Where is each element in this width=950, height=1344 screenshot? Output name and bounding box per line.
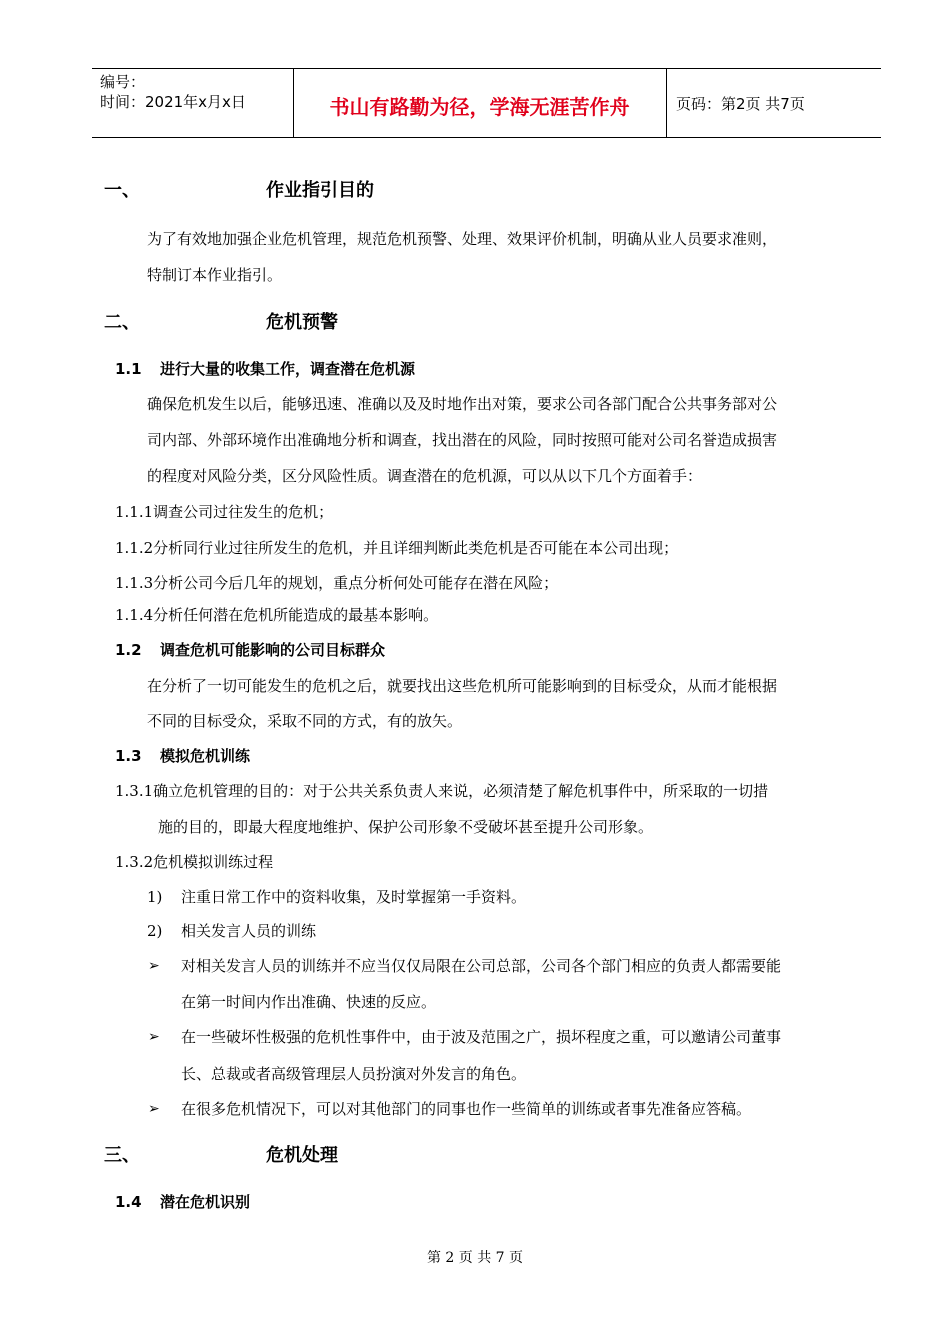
step-text: 注重日常工作中的资料收集，及时掌握第一手资料。 <box>181 888 527 906</box>
header-divider <box>666 69 667 137</box>
header-page-number: 页码：第2页 共7页 <box>676 95 805 113</box>
step-text: 相关发言人员的训练 <box>181 922 317 940</box>
section-title: 危机处理 <box>266 1145 338 1166</box>
subsection-number: 1.4 <box>115 1193 142 1211</box>
paragraph-line: 为了有效地加强企业危机管理，规范危机预警、处理、效果评价机制，明确从业人员要求准则， <box>147 230 778 248</box>
bullet-text: 对相关发言人员的训练并不应当仅仅局限在公司总部，公司各个部门相应的负责人都需要能 <box>181 957 782 975</box>
document-time-label: 时间：2021年x月x日 <box>100 93 246 111</box>
subsection-number: 1.2 <box>115 641 142 659</box>
paragraph-line: 确保危机发生以后，能够迅速、准确以及及时地作出对策，要求公司各部门配合公共事务部对公 <box>147 395 778 413</box>
step-number: 1) <box>147 888 163 906</box>
section-title: 危机预警 <box>266 312 338 333</box>
bullet-text: 长、总裁或者高级管理层人员扮演对外发言的角色。 <box>181 1065 527 1083</box>
document-number-label: 编号： <box>100 73 146 91</box>
list-item-continuation: 施的目的，即最大程度地维护、保护公司形象不受破坏甚至提升公司形象。 <box>158 818 654 836</box>
bullet-arrow-icon: ➢ <box>148 1029 160 1045</box>
bullet-arrow-icon: ➢ <box>148 1101 160 1117</box>
paragraph-line: 司内部、外部环境作出准确地分析和调查，找出潜在的风险，同时按照可能对公司名誉造成损害 <box>147 431 778 449</box>
step-number: 2) <box>147 922 163 940</box>
paragraph-line: 的程度对风险分类，区分风险性质。调查潜在的危机源，可以从以下几个方面着手： <box>147 467 703 485</box>
subsection-title: 调查危机可能影响的公司目标群众 <box>160 641 386 659</box>
bullet-arrow-icon: ➢ <box>148 958 160 974</box>
bullet-text: 在很多危机情况下，可以对其他部门的同事也作一些简单的训练或者事先准备应答稿。 <box>181 1100 752 1118</box>
list-item: 1.1.2分析同行业过往所发生的危机，并且详细判断此类危机是否可能在本公司出现； <box>115 539 679 557</box>
header-motto: 书山有路勤为径，学海无涯苦作舟 <box>329 95 630 119</box>
section-number: 一、 <box>104 180 140 201</box>
section-number: 三、 <box>104 1145 140 1166</box>
section-number: 二、 <box>104 312 140 333</box>
page-header <box>92 68 881 138</box>
list-item: 1.3.1确立危机管理的目的：对于公共关系负责人来说，必须清楚了解危机事件中，所采取的一切措 <box>115 782 769 800</box>
list-item: 1.1.3分析公司今后几年的规划，重点分析何处可能存在潜在风险； <box>115 574 559 592</box>
paragraph-line: 不同的目标受众，采取不同的方式，有的放矢。 <box>147 712 463 730</box>
subsection-title: 进行大量的收集工作，调查潜在危机源 <box>160 360 416 378</box>
subsection-title: 潜在危机识别 <box>160 1193 251 1211</box>
paragraph-line: 在分析了一切可能发生的危机之后，就要找出这些危机所可能影响到的目标受众，从而才能根据 <box>147 677 778 695</box>
bullet-text: 在一些破坏性极强的危机性事件中，由于波及范围之广，损坏程度之重，可以邀请公司董事 <box>181 1028 782 1046</box>
page-footer: 第 2 页 共 7 页 <box>426 1250 524 1266</box>
subsection-number: 1.1 <box>115 360 142 378</box>
subsection-title: 模拟危机训练 <box>160 747 251 765</box>
section-title: 作业指引目的 <box>266 180 374 201</box>
paragraph-line: 特制订本作业指引。 <box>147 266 283 284</box>
list-item: 1.3.2危机模拟训练过程 <box>115 853 274 871</box>
subsection-number: 1.3 <box>115 747 142 765</box>
list-item: 1.1.1调查公司过往发生的危机； <box>115 503 334 521</box>
bullet-text: 在第一时间内作出准确、快速的反应。 <box>181 993 437 1011</box>
list-item: 1.1.4分析任何潜在危机所能造成的最基本影响。 <box>115 606 439 624</box>
